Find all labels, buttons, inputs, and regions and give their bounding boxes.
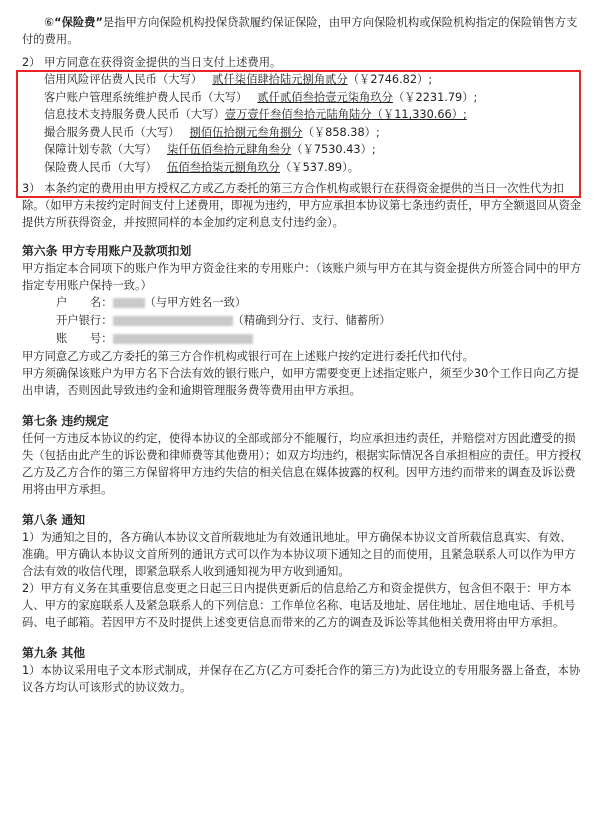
fee-amount-words: 柒仟伍佰叁拾元肆角叁分 (166, 143, 292, 156)
fee-label: 信用风险评估费人民币（大写） (44, 73, 203, 86)
fee-amount: （￥2231.79）; (392, 90, 478, 104)
article6-title: 第六条 甲方专用账户及款项扣划 (22, 244, 192, 258)
item6-number: ⑥ (44, 16, 55, 29)
clause2-heading: 2） 甲方同意在获得资金提供的当日支付上述费用。 (22, 56, 282, 69)
article7-title: 第七条 违约规定 (22, 414, 109, 428)
article8-item2: 2）甲方有义务在其重要信息变更之日起三日内提供更新后的信息给乙方和资金提供方，包含但不限于：甲方本人、甲方的家庭联系人及紧急联系人的下列信息：工作单位名称、电话及地址、居住地址、居住地电话、手机号码、电子邮箱。若因甲方不及时提供上述变更信息而带来的乙方的调查及诉讼等其他相关费用将由甲方承担。 (22, 582, 576, 629)
item6-paragraph (22, 0, 582, 48)
fee-amount-words: 贰仟柒佰肆拾陆元捌角贰分 (212, 73, 348, 86)
item6-text: 是指甲方向保险机构投保贷款履约保证保险，由甲方向保险机构或保险机构指定的保险销售方支付的费用。 (22, 16, 578, 46)
account-number-row (22, 330, 582, 348)
bank-row (22, 312, 582, 330)
bank-note: （精确到分行、支行、储蓄所） (232, 314, 391, 327)
fee-amount: （￥7530.43）; (291, 143, 376, 156)
article6-para2: 甲方须确保该账户为甲方名下合法有效的银行账户，如甲方需要变更上述指定账户，须至少30个工作日向乙方提出申请，否则因此导致违约金和逾期管理服务费等费用由甲方承担。 (22, 367, 579, 397)
account-name-row (22, 294, 582, 312)
fee-label: 撮合服务费人民币（大写） (44, 125, 180, 139)
fee-label: 保险费人民币（大写） (44, 160, 157, 174)
account-name-label: 户 名： (56, 296, 113, 309)
article7-text: 任何一方违反本协议的约定，使得本协议的全部或部分不能履行，均应承担违约责任，并赔偿对方因此遭受的损失（包括由此产生的诉讼费和律师费等其他费用）；如双方均违约，根据实际情况各自承担相应的责任。甲方授权乙方及乙方合作的第三方保留将甲方违约失信的相关信息在媒体披露的权利。因甲方违约而带来的调查及诉讼费用将由甲方承担。 (22, 432, 582, 496)
article8-section (22, 512, 582, 631)
account-number-label: 账 号： (56, 332, 113, 345)
fee-amount-words: 伍佰叁拾柒元捌角玖分 (166, 160, 280, 174)
fee-amount: （￥858.38）; (302, 125, 380, 139)
fee-label: 信息技术支持服务费人民币（大写） (44, 108, 225, 121)
article9-title: 第九条 其他 (22, 646, 86, 660)
article9-section (22, 645, 582, 696)
fee-amount: （￥537.89）。 (279, 160, 360, 174)
fee-amount-words: 壹万壹仟叁佰叁拾元陆角陆分 (224, 108, 372, 121)
article6-intro: 甲方指定本合同项下的账户作为甲方资金往来的专用账户：（该账户须与甲方在其与资金提供方所签合同中的甲方指定专用账户保持一致。） (22, 262, 582, 292)
account-name-note: （与甲方姓名一致） (144, 296, 247, 309)
article8-item1: 1）为通知之目的，各方确认本协议文首所载地址为有效通讯地址。甲方确保本协议文首所载信息真实、有效、准确。甲方确认本协议文首所列的通讯方式可以作为本协议项下通知之目的而使用，且紧急联系人可以作为甲方合法有效的收信代理，即紧急联系人收到通知视为甲方收到通知。 (22, 531, 576, 578)
redacted-account-number (113, 334, 253, 344)
redacted-name (113, 298, 145, 308)
fee-highlight-box (16, 70, 581, 198)
fee-amount: （￥2746.82）; (347, 73, 433, 86)
fee-amount-words: 捌佰伍拾捌元叁角捌分 (189, 125, 303, 139)
bank-label: 开户银行： (56, 314, 113, 327)
article9-item1: 1）本协议采用电子文本形式制成，并保存在乙方(乙方可委托合作的第三方)为此设立的专用服务器上备查，本协议各方均认可该形式的协议效力。 (22, 664, 581, 694)
item6-term: “保险费” (54, 16, 103, 29)
fee-label: 保障计划专款（大写） (44, 143, 157, 156)
article6-section (22, 243, 582, 399)
clause3-paragraph: 3） 本条约定的费用由甲方授权乙方或乙方委托的第三方合作机构或银行在获得资金提供的当日一次性代为扣除。（如甲方未按约定时间支付上述费用，即视为违约，甲方应承担本协议第七条违约责任，甲方全额退回从资金提供方所获得资金，并按照同样的本金加约定利息支付违约金）。 (22, 182, 582, 229)
article8-title: 第八条 通知 (22, 513, 86, 527)
redacted-bank (113, 316, 233, 326)
fee-label: 客户账户管理系统维护费人民币（大写） (44, 90, 248, 104)
fee-amount-words: 贰仟贰佰叁拾壹元柒角玖分 (257, 90, 393, 104)
article6-para1: 甲方同意乙方或乙方委托的第三方合作机构或银行可在上述账户按约定进行委托代扣代付。 (22, 350, 474, 363)
article7-section (22, 413, 582, 498)
fee-amount: （￥11,330.66）; (371, 108, 467, 121)
